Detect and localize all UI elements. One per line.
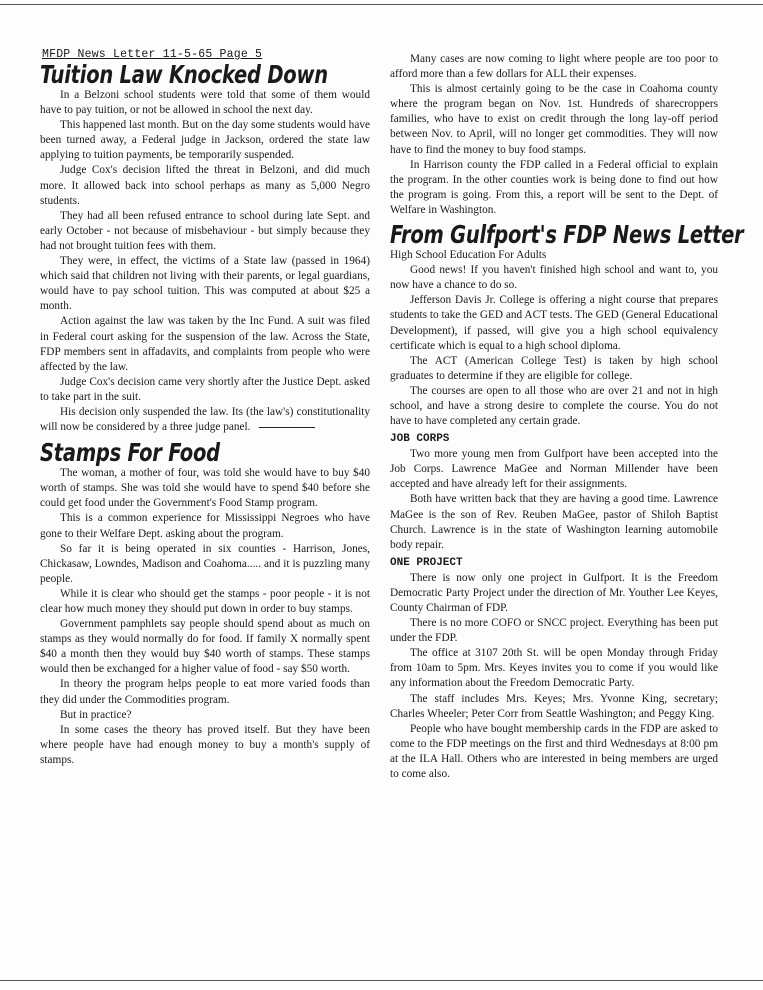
article-paragraph: Government pamphlets say people should spend about as much on stamps as they would normally do for food. If family X normally spent $40 a month then they would buy $40 worth of stamps. These stamps would then be exchanged for a higher value of food - say $50 worth. (40, 618, 370, 676)
article-paragraph: Two more young men from Gulfport have been accepted into the Job Corps. Lawrence MaGee and Norman Millender have been accepted and have already left for their assignments. (390, 448, 718, 491)
article-paragraph: In some cases the theory has proved itself. But they have been where people have had enough money to buy a month's supply of stamps. (40, 723, 370, 766)
paragraph-text: His decision only suspended the law. Its (the law's) constitutionality will now be considered by a three judge panel. (40, 405, 370, 434)
masthead: MFDP News Letter 11-5-65 Page 5 (42, 48, 263, 61)
section-divider (259, 427, 315, 428)
article-paragraph: Both have written back that they are having a good time. Lawrence MaGee is the son of Rev. Reuben MaGee, pastor of Shiloh Baptist Church. Lawrence is in the state of Washington learning automobile body repair. (390, 493, 718, 551)
article-paragraph: People who have bought membership cards in the FDP are asked to come to the FDP meetings on the first and third Wednesdays at 8:00 pm at the ILA Hall. Others who are interested in being members are urged to come also. (390, 722, 718, 781)
article-paragraph: In a Belzoni school students were told that some of them would have to pay tuition, or not be allowed in school the next day. (40, 89, 370, 117)
article-stamps (40, 466, 370, 768)
article-paragraph: Many cases are now coming to light where people are too poor to afford more than a few dollars for ALL their expenses. (390, 53, 718, 81)
article-paragraph: They were, in effect, the victims of a State law (passed in 1964) which said that children not living with their parents, or legal guardians, would have to pay school tuition. This was computed at about $25 a month. (40, 255, 370, 313)
article-paragraph (40, 405, 370, 435)
headline-gulfport: From Gulfport's FDP News Letter (390, 220, 744, 250)
subhead-one-project: ONE PROJECT (390, 556, 463, 569)
article-paragraph: This is almost certainly going to be the case in Coahoma county where the program began on Nov. 1st. Hundreds of sharecroppers families, who have to exist on credit through the long lay-off period between Nov. to April, will no longer get commodities. They will now have to find the money to buy food stamps. (390, 83, 718, 156)
article-paragraph: Action against the law was taken by the Inc Fund. A suit was filed in Federal court asking for the suspension of the law. Across the State, FDP members sent in affadavits, and complaints from people who were affected by the law. (40, 315, 370, 373)
article-paragraph: Judge Cox's decision came very shortly after the Justice Dept. asked to take part in the suit. (40, 375, 370, 403)
right-column (390, 52, 744, 782)
top-border-line (0, 4, 763, 5)
article-paragraph: There is no more COFO or SNCC project. Everything has been put under the FDP. (390, 617, 718, 645)
subhead-job-corps: JOB CORPS (390, 433, 450, 446)
article-paragraph: This is a common experience for Mississippi Negroes who have gone to their Welfare Dept. asking about the program. (40, 512, 370, 540)
gulfport-subtitle: High School Education For Adults (390, 249, 547, 262)
article-paragraph: In theory the program helps people to eat more varied foods than they did under the Commodities program. (40, 678, 370, 706)
article-paragraph: Good news! If you haven't finished high school and want to, you now have a chance to do so. (390, 264, 718, 292)
headline-stamps: Stamps For Food (40, 438, 220, 468)
article-paragraph: The ACT (American College Test) is taken by high school graduates to determine if they are eligible for college. (390, 354, 718, 382)
article-paragraph: While it is clear who should get the stamps - poor people - it is not clear how much money they should put down in order to buy stamps. (40, 587, 370, 615)
article-paragraph: In Harrison county the FDP called in a Federal official to explain the program. In the other counties work is being done to find out how the program is going. From this, a report will be sent to the Dept. of Welfare in Washington. (390, 158, 718, 216)
article-paragraph: The staff includes Mrs. Keyes; Mrs. Yvonne King, secretary; Charles Wheeler; Peter Corr from Seattle Washington; and Peggy King. (390, 692, 718, 720)
headline-tuition: Tuition Law Knocked Down (40, 60, 328, 89)
left-column (40, 48, 370, 768)
article-paragraph: This happened last month. But on the day some students would have been turned away, a Federal judge in Jackson, ordered the state law applying to tuition payments, be temporarily suspended. (40, 119, 370, 162)
article-job-corps (390, 447, 718, 553)
article-paragraph: They had all been refused entrance to school during late Sept. and early October - not because of misbehaviour - but simply because they had not brought tuition fees with them. (40, 209, 370, 252)
article-tuition (40, 88, 370, 435)
article-one-project (390, 571, 718, 782)
bottom-border-line (0, 980, 763, 981)
article-paragraph: The courses are open to all those who are over 21 and not in high school, and have a strong desire to complete the course. You do not have to have completed any certain grade. (390, 384, 718, 428)
article-paragraph: But in practice? (60, 708, 132, 721)
article-paragraph: The woman, a mother of four, was told she would have to buy $40 worth of stamps. She was told she would have to spend $40 before she could get food under the Government's Food Stamp program. (40, 467, 370, 510)
article-paragraph: The office at 3107 20th St. will be open Monday through Friday from 10am to 5pm. Mrs. Keyes invites you to come if you would like any information about the Freedom Democratic Party. (390, 647, 718, 690)
article-paragraph: There is now only one project in Gulfport. It is the Freedom Democratic Party Project under the direction of Mr. Youther Lee Keyes, County Chairman of FDP. (390, 571, 718, 614)
article-paragraph: Jefferson Davis Jr. College is offering a night course that prepares students to take the GED and ACT tests. The GED (General Educational Development), if passed, will give you a high school equivalency certificate which is equal to a high school diploma. (390, 294, 718, 352)
article-stamps-continued (390, 52, 718, 218)
article-paragraph: So far it is being operated in six counties - Harrison, Jones, Chickasaw, Lowndes, Madison and Coahoma..... and it is puzzling many people. (40, 542, 370, 585)
article-gulfport (390, 263, 718, 429)
article-paragraph: Judge Cox's decision lifted the threat in Belzoni, and did much more. It allowed back into school perhaps as many as 5,000 Negro students. (40, 164, 370, 207)
